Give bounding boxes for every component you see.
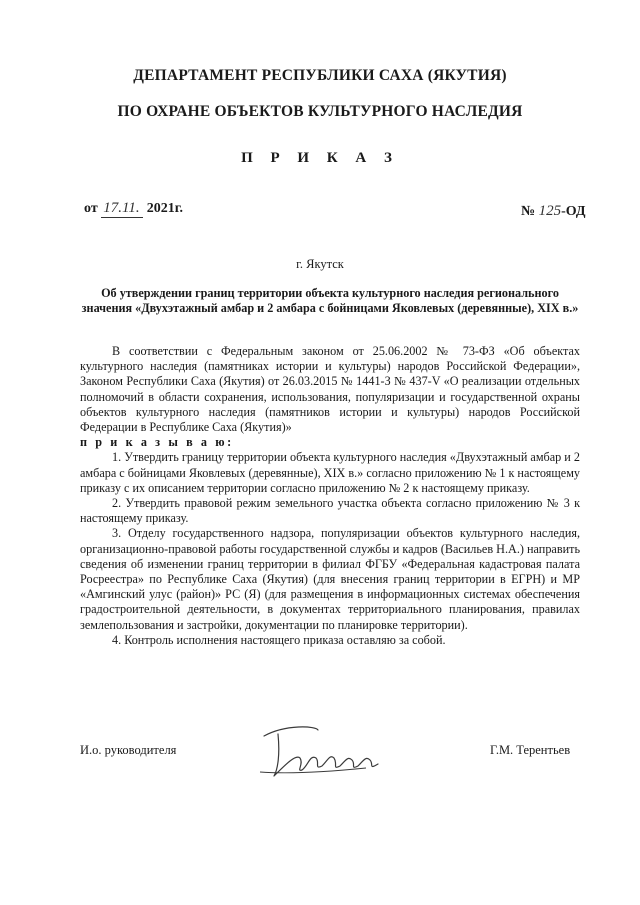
orders-word: п р и к а з ы в а ю: bbox=[80, 435, 234, 450]
number-suffix: -ОД bbox=[561, 204, 586, 219]
order-title: Об утверждении границ территории объекта культурного наследия регионального значения «Двухэтажный амбар и 2 амбара с бойницами Яковлевых (деревянные), XIX в.» bbox=[81, 286, 579, 315]
orders-word-paragraph bbox=[80, 435, 580, 450]
handwritten-number: 125 bbox=[538, 203, 562, 219]
order-item-1: 1. Утвердить границу территории объекта культурного наследия «Двухэтажный амбар и 2 амбара с бойницами Яковлевых (деревянные), XIX в.» согласно приложению № 1 к настоящему приказу с их описанием территории согласно приложению № 2 к настоящему приказу. bbox=[80, 450, 581, 495]
city-name: г. Якутск bbox=[296, 257, 344, 271]
handwritten-date: 17.11. bbox=[101, 200, 143, 218]
order-body bbox=[80, 344, 580, 648]
document-type: П Р И К А З bbox=[241, 150, 399, 166]
handwritten-signature bbox=[256, 714, 386, 784]
date-year: 2021г. bbox=[146, 201, 183, 216]
number-prefix: № bbox=[521, 204, 536, 219]
department-name-line1: ДЕПАРТАМЕНТ РЕСПУБЛИКИ САХА (ЯКУТИЯ) bbox=[133, 67, 507, 84]
order-date bbox=[84, 200, 183, 218]
order-number bbox=[521, 203, 586, 220]
order-item-4: 4. Контроль исполнения настоящего приказа оставляю за собой. bbox=[112, 632, 446, 647]
preamble-paragraph bbox=[80, 344, 580, 435]
date-prefix: от bbox=[84, 201, 98, 216]
department-name-line2: ПО ОХРАНЕ ОБЪЕКТОВ КУЛЬТУРНОГО НАСЛЕДИЯ bbox=[117, 103, 523, 120]
preamble-text: В соответствии с Федеральным законом от 25.06.2002 № 73-ФЗ «Об объектах культурного наследия (памятниках истории и культуры) народов Российской Федерации», Законом Республики Саха (Якутия) от 26.03.2015 № 1441-З № 437-V «О реализации отдельных полномочий в области сохранения, использования, популяризации и государственной охраны объектов культурного наследия (памятников истории и культуры) народов Российской Федерации в Республике Саха (Якутия)» bbox=[80, 344, 580, 435]
signatory-role: И.о. руководителя bbox=[80, 743, 177, 757]
signatory-name: Г.М. Терентьев bbox=[490, 743, 571, 757]
order-item-3: 3. Отделу государственного надзора, популяризации объектов культурного наследия, организационно-правовой работы государственной службы и кадров (Васильев Н.А.) направить сведения об изменении границ территории в филиал ФГБУ «Федеральная кадастровая палата Росреестра» по Республике Саха (Якутия) (для внесения границ территории в ЕГРН) и МР «Амгинский улус (район)» РС (Я) (для размещения в информационных системах обеспечения градостроительной деятельности, в документах территориального планирования, правилах землепользования и застройки, документации по планировке территории). bbox=[80, 526, 580, 632]
order-item-2: 2. Утвердить правовой режим земельного участка объекта согласно приложению № 3 к настоящему приказу. bbox=[80, 496, 580, 526]
